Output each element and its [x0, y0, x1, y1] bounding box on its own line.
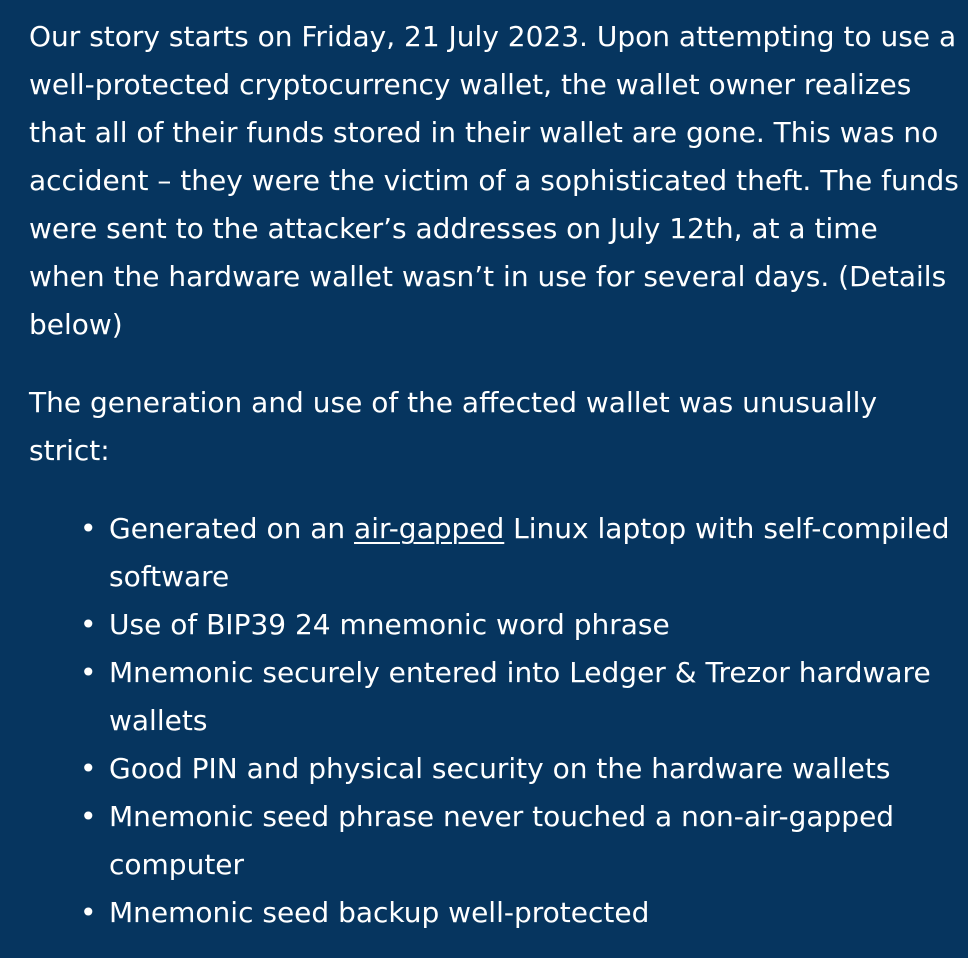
list-item-bip39: • Use of BIP39 24 mnemonic word phrase [29, 601, 959, 649]
wallet-security-list [29, 505, 959, 937]
list-item-seed-backup: • Mnemonic seed backup well-protected [29, 889, 959, 937]
list-item-air-gapped [29, 505, 959, 601]
wallet-strictness-lead: The generation and use of the affected wallet was unusually strict: [29, 386, 878, 467]
intro-paragraph: Our story starts on Friday, 21 July 2023. Upon attempting to use a well-protected cryptocurrency wallet, the wallet owner realizes that all of their funds stored in their wallet are gone. This was no accident – they were the victim of a sophisticated theft. The funds were sent to the attacker’s addresses on July 12th, at a time when the hardware wallet wasn’t in use for several days. (Details below) [29, 20, 959, 341]
list-item-suffix: Linux laptop with self-compiled software [109, 512, 950, 593]
list-item-hardware-wallets: • Mnemonic securely entered into Ledger & Trezor hardware wallets [29, 649, 959, 745]
article-content [29, 13, 959, 937]
list-item-seed-offline: • Mnemonic seed phrase never touched a non-air-gapped computer [29, 793, 959, 889]
list-item-prefix: Generated on an [109, 512, 355, 545]
list-item-pin-security: • Good PIN and physical security on the hardware wallets [29, 745, 959, 793]
air-gapped-link[interactable]: air-gapped [354, 512, 505, 545]
